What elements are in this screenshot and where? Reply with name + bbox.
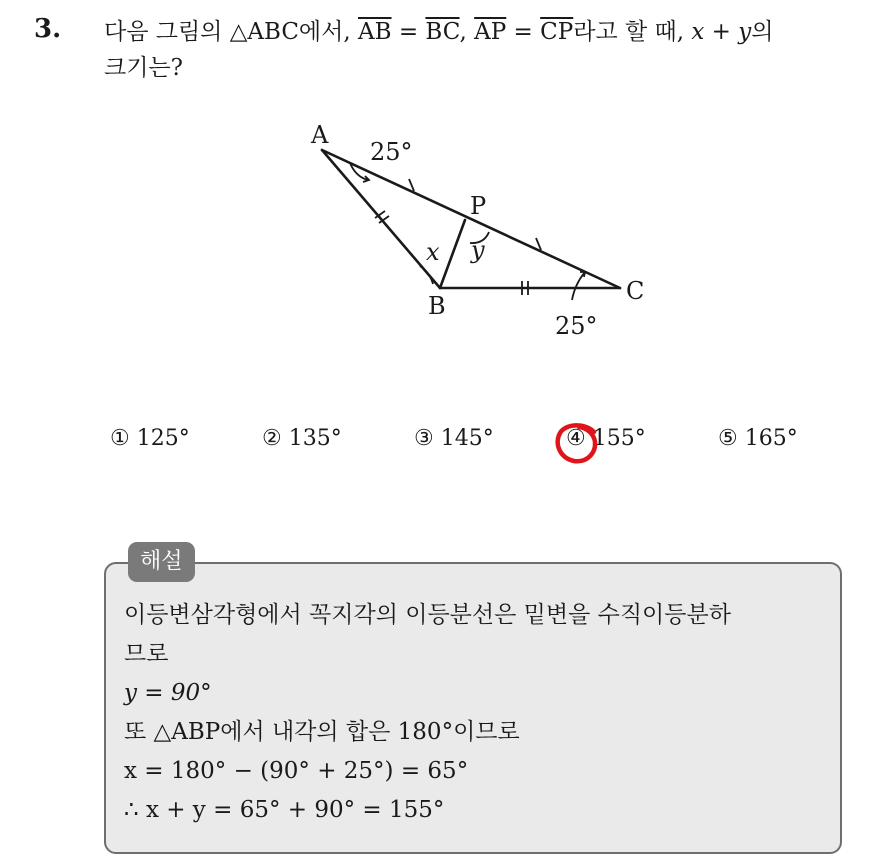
- angle-c-label: 25°: [555, 312, 598, 340]
- segment-ap: $\overline{AP}$: [474, 19, 507, 45]
- solution-line-4: 또 △ABP에서 내각의 합은 180°이므로: [124, 719, 520, 745]
- choice-4-mark: ④: [566, 426, 586, 451]
- question-text-line2: 크기는?: [104, 55, 183, 81]
- choice-3-value: 145°: [440, 426, 494, 451]
- answer-circle-stroke: [558, 425, 595, 461]
- solution-line-6: ∴ x + y = 65° + 90° = 155°: [124, 797, 445, 823]
- question-text-end: 의: [751, 19, 774, 45]
- variable-y: y: [471, 236, 485, 264]
- label-b: B: [428, 292, 446, 320]
- tick-ap: [409, 179, 414, 191]
- solution-text: [124, 596, 844, 830]
- triangle-figure: [290, 112, 690, 352]
- question-text: [104, 14, 864, 86]
- equals-sign: =: [391, 19, 426, 45]
- angle-a-label: 25°: [370, 138, 413, 166]
- choice-1[interactable]: [110, 426, 190, 451]
- angle-arc-c: [572, 272, 585, 300]
- question-number: 3.: [34, 14, 62, 44]
- answer-circle-mark: [552, 420, 600, 466]
- segment-ab: $\overline{AB}$: [358, 19, 392, 45]
- segment-bc: $\overline{BC}$: [425, 19, 460, 45]
- choice-5-value: 165°: [744, 426, 798, 451]
- solution-line-2: 므로: [124, 641, 169, 667]
- choice-2-value: 135°: [288, 426, 342, 451]
- choice-5[interactable]: [718, 426, 798, 451]
- choice-3-mark: ③: [414, 426, 434, 451]
- solution-tag: 해설: [128, 542, 195, 582]
- choice-1-value: 125°: [136, 426, 190, 451]
- choice-5-mark: ⑤: [718, 426, 738, 451]
- choice-2[interactable]: [262, 426, 342, 451]
- solution-line-5: x = 180° − (90° + 25°) = 65°: [124, 758, 469, 784]
- label-p: P: [470, 192, 487, 220]
- solution-line-1: 이등변삼각형에서 꼭지각의 이등분선은 밑변을 수직이등분하: [124, 602, 731, 628]
- question-text-mid: 라고 할 때,: [573, 19, 692, 45]
- variable-x: x: [426, 238, 440, 266]
- choice-1-mark: ①: [110, 426, 130, 451]
- equals-sign-2: =: [506, 19, 541, 45]
- choice-4-value: 155°: [592, 426, 646, 451]
- question-text-start: 다음 그림의 △ABC에서,: [104, 19, 358, 45]
- label-c: C: [626, 277, 645, 305]
- label-a: A: [311, 121, 329, 149]
- expression-x-plus-y: x + y: [691, 19, 752, 45]
- segment-cp: $\overline{CP}$: [540, 19, 574, 45]
- choice-3[interactable]: [414, 426, 494, 451]
- segment-bp: [440, 220, 465, 288]
- solution-line-3: y = 90°: [124, 680, 212, 706]
- choice-2-mark: ②: [262, 426, 282, 451]
- answer-choices: [110, 426, 870, 460]
- separator: ,: [459, 19, 475, 45]
